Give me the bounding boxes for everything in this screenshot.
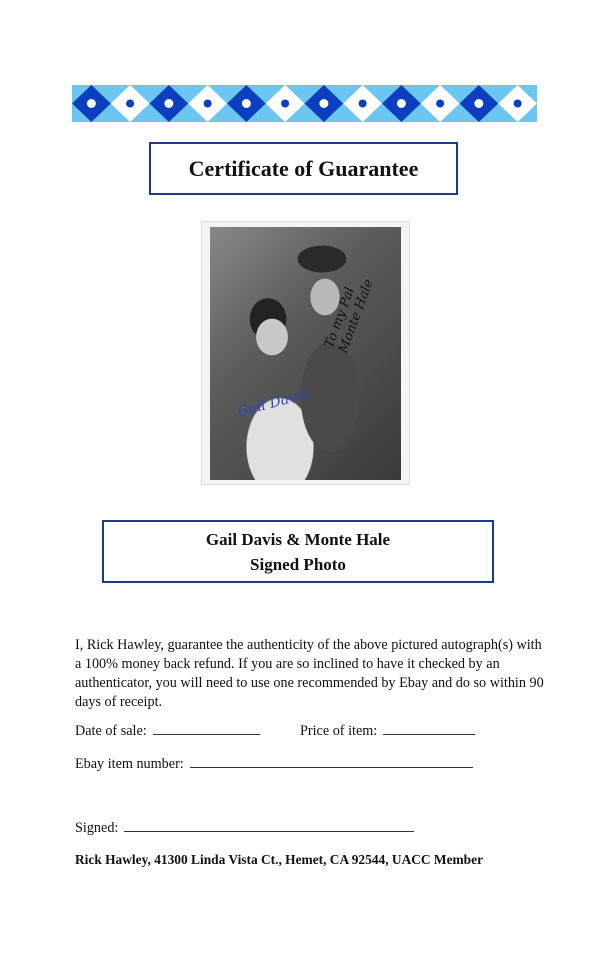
- diamond-dot: [242, 99, 251, 108]
- diamond-dot: [359, 100, 367, 108]
- ebay-blank: [190, 756, 473, 768]
- item-line-1: Gail Davis & Monte Hale: [205, 529, 391, 549]
- diamond-dot: [474, 99, 483, 108]
- signature-monte-hale: To my Pal Monte Hale: [322, 277, 377, 356]
- signature-gail-davis: Gail Davis: [236, 386, 310, 421]
- diamond-dot: [204, 100, 212, 108]
- item-line-2: Signed Photo: [250, 554, 346, 574]
- signed-blank: [124, 820, 414, 832]
- certificate-title: [149, 142, 458, 195]
- diamond-dot: [436, 100, 444, 108]
- diamond-dot: [514, 100, 522, 108]
- date-blank: [153, 723, 260, 735]
- diamond-dot: [319, 99, 328, 108]
- photo-image: [210, 227, 401, 480]
- title-text: Certificate of Guarantee: [188, 155, 419, 181]
- price-label: Price of item:: [300, 723, 378, 739]
- signed-label: Signed:: [75, 820, 119, 836]
- item-description: [102, 520, 494, 583]
- price-field: [300, 723, 475, 740]
- diamond-dot: [126, 100, 134, 108]
- diamond-pattern-icon: [72, 85, 537, 122]
- ebay-item-number-field: [75, 756, 473, 773]
- diamond-dot: [397, 99, 406, 108]
- date-label: Date of sale:: [75, 723, 147, 739]
- decorative-diamond-border: [72, 85, 537, 122]
- signed-field: [75, 820, 414, 837]
- signed-photo: [201, 221, 410, 485]
- footer-address: Rick Hawley, 41300 Linda Vista Ct., Hemet, CA 92544, UACC Member: [75, 852, 484, 867]
- date-of-sale-field: [75, 723, 260, 740]
- ebay-label: Ebay item number:: [75, 756, 184, 772]
- diamond-dot: [164, 99, 173, 108]
- guarantee-text: I, Rick Hawley, guarantee the authenticity of the above pictured autograph(s) with a 100% money back refund. If you are so inclined to have it checked by an authenticator, you will need to use one recommended by Ebay and do so within 90 days of receipt.: [75, 637, 544, 710]
- diamond-dot: [281, 100, 289, 108]
- price-blank: [383, 723, 475, 735]
- diamond-dot: [87, 99, 96, 108]
